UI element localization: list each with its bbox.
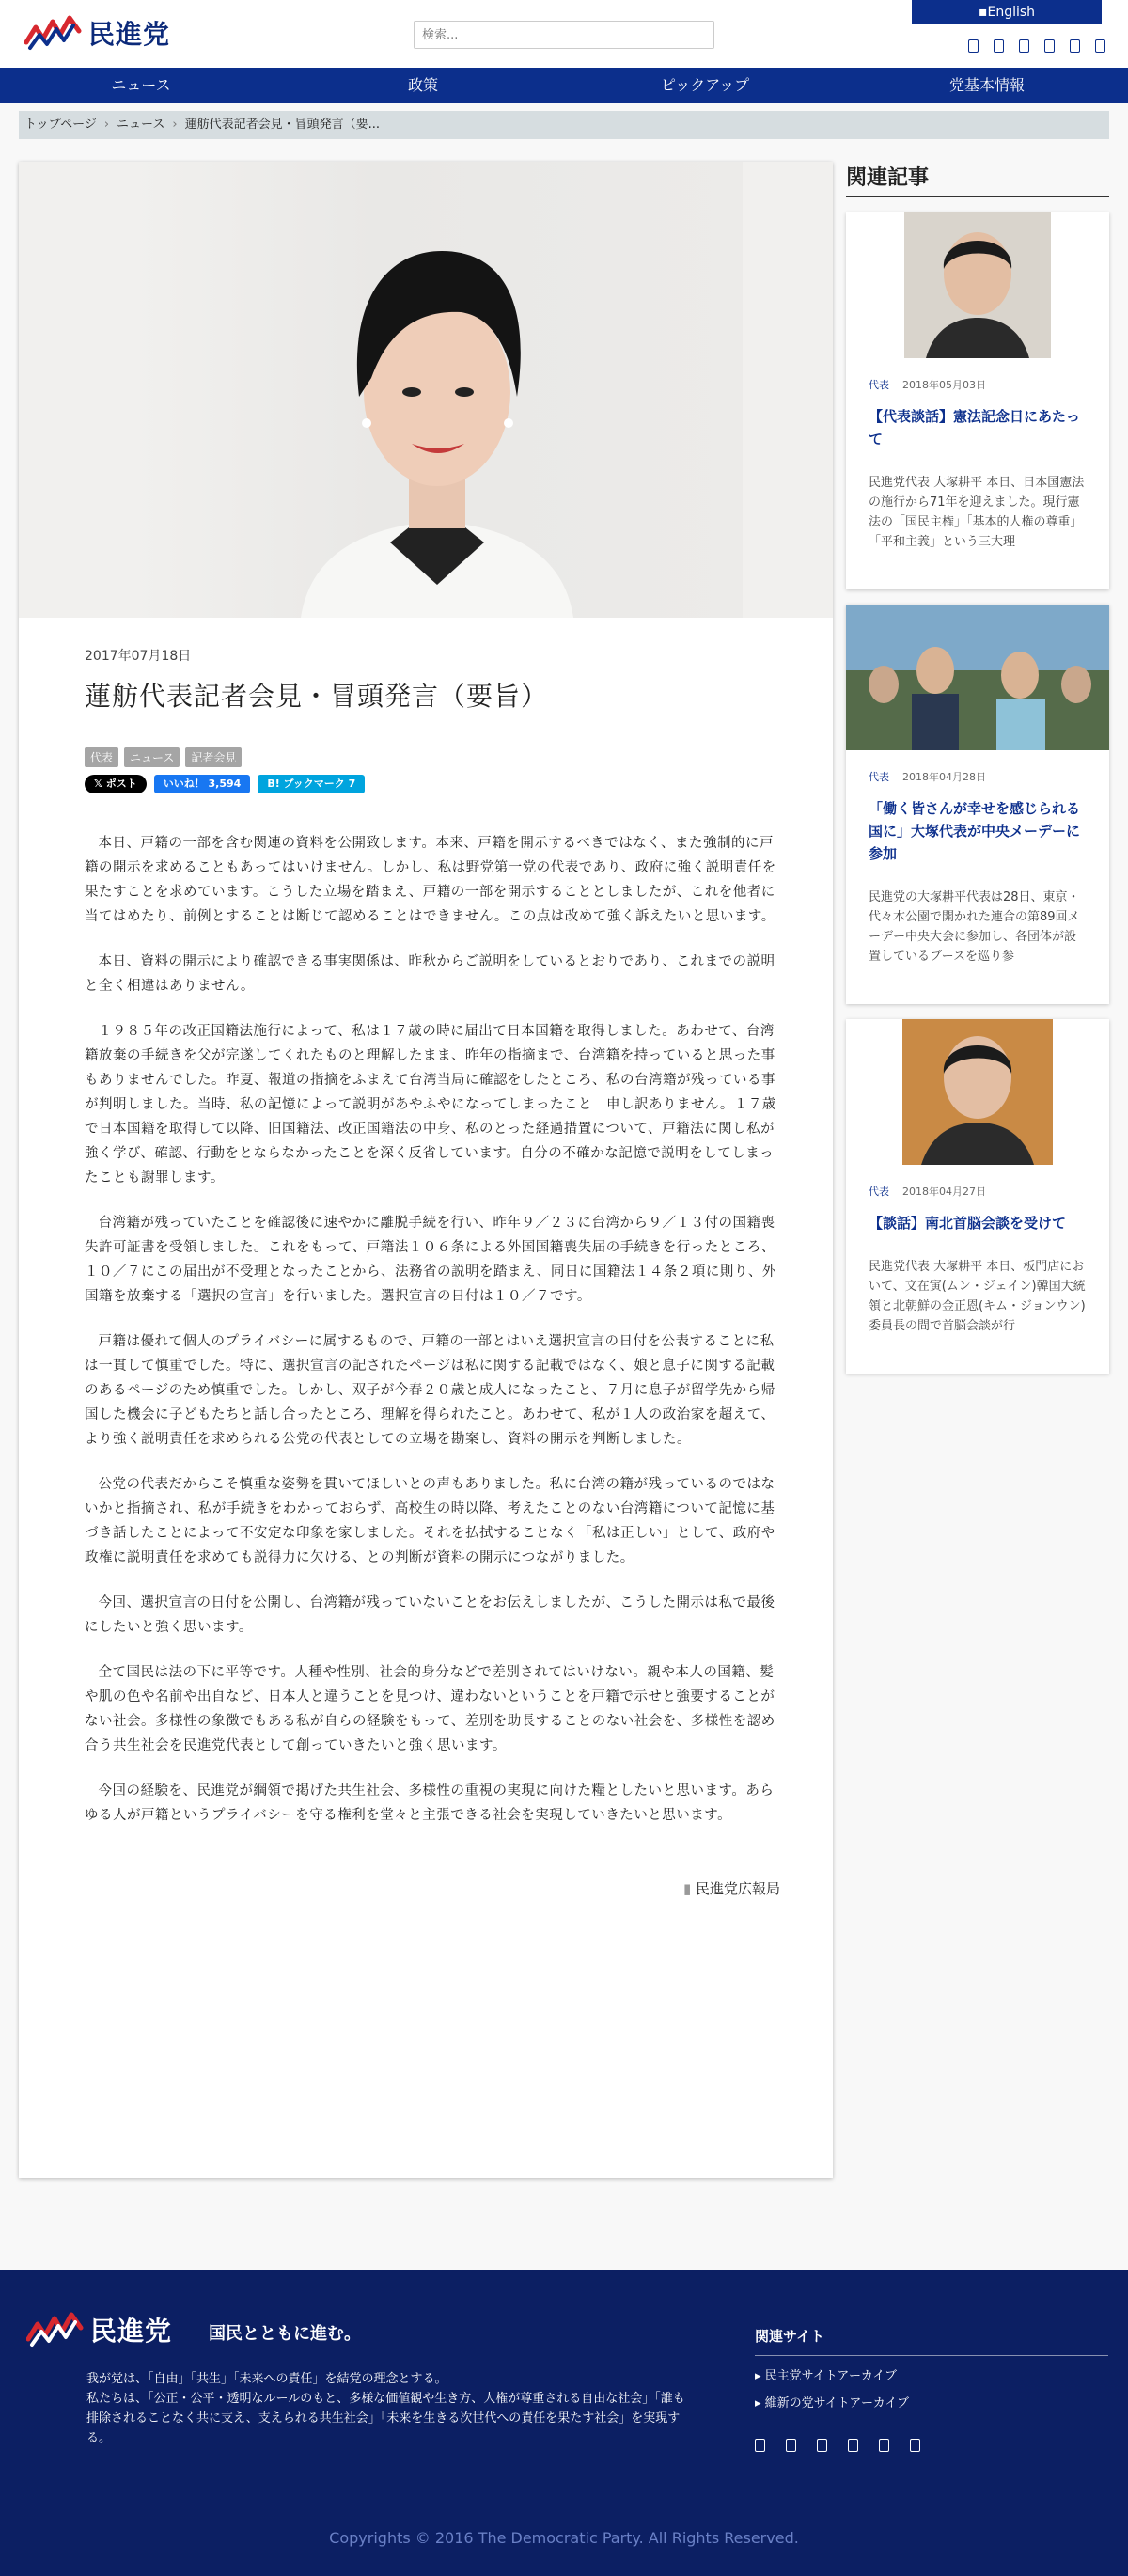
nav-policy[interactable]: 政策 — [407, 76, 438, 94]
card-category[interactable]: 代表 — [869, 771, 889, 783]
card-excerpt: 民進党代表 大塚耕平 本日、板門店において、文在寅(ムン・ジェイン)韓国大統領と北朝鮮の金正恩(キム・ジョンウン)委員長の間で首脳会談が行 — [869, 1260, 1086, 1333]
related-link-dpj-archive[interactable] — [755, 2365, 1108, 2383]
article-title: 蓮舫代表記者会見・冒頭発言（要旨） — [85, 681, 549, 712]
rss-icon[interactable] — [1095, 39, 1105, 53]
tag-item[interactable]: 記者会見 — [185, 747, 242, 767]
footer-description: 我が党は、「自由」「共生」「未来への責任」を結党の理念とする。 私たちは、「公正・公平・透明なルールのもと、多様な価値観や生き方、人権が尊重される自由な社会」「誰も排除されることなく共に支え、支えられる共生社会」「未来を生きる次世代への責任を果たす社会」を実現する。 — [86, 2372, 685, 2445]
link-icon: ▸ — [755, 2396, 761, 2411]
article-paragraph: 全て国民は法の下に平等です。人種や性別、社会的身分などで差別されてはいけない。親や本人の国籍、髪や肌の色や名前や出自など、日本人と違うことを見つけ、違わないということを戸籍で示せと強要することがない社会。多様性の象徴でもある私が自らの経験をもって、差別を助長することのない社会を、多様性を認め合う共生社会を民進党代表として創っていきたいと強く思います。 — [85, 1665, 776, 1753]
facebook-icon[interactable] — [968, 39, 979, 53]
line-icon[interactable] — [1070, 39, 1080, 53]
related-articles — [846, 162, 1109, 1374]
article-date: 2017年07月18日 — [85, 649, 192, 664]
hatena-bookmark-button[interactable]: B! ブックマーク 7 — [258, 775, 365, 793]
related-link-ishin-archive[interactable] — [755, 2393, 1108, 2411]
article-paragraph: 戸籍は優れて個人のプライバシーに属するもので、戸籍の一部とはいえ選択宣言の日付を公表することに私は一貫して慎重でした。特に、選択宣言の記されたページは私に関する記載ではなく、娘と息子に関する記載のあるページのため慎重でした。しかし、双子が今春２０歳と成人になったこと、７月に息子が留学先から帰国した機会に子どもたちと話し合ったところ、理解を得られたこと。あわせて、私が１人の政治家を超えて、より強く説明責任を求められる公党の代表としての立場を勘案し、資料の開示を判断しました。 — [85, 1334, 776, 1447]
card-image — [846, 212, 1109, 358]
related-link-label: 民主党サイトアーカイブ — [764, 2369, 897, 2383]
nav-pickup[interactable]: ピックアップ — [660, 76, 750, 94]
header-social — [968, 39, 1105, 53]
card-title[interactable]: 「働く皆さんが幸せを感じられる国に」大塚代表が中央メーデーに参加 — [869, 800, 1081, 862]
facebook-like-button[interactable]: いいね！ 3,594 — [154, 775, 251, 793]
article-paragraph: 台湾籍が残っていたことを確認後に速やかに離脱手続を行い、昨年９／２３に台湾から９／１３付の国籍喪失許可証書を受領しました。これをもって、戸籍法１０６条による外国国籍喪失届の手続きを行ったところ、１０／７にこの届出が不受理となったことから、法務省の説明を踏まえ、同日に国籍法１４条２項に則り、外国籍を放棄する「選択の宣言」を行いました。選択宣言の日付は１０／７です。 — [85, 1216, 776, 1304]
user-icon: ▮ — [682, 1880, 692, 1897]
youtube-icon[interactable] — [817, 2439, 827, 2452]
site-logo[interactable] — [24, 13, 184, 53]
chevron-right-icon: › — [103, 118, 110, 132]
footer-tagline: 国民とともに進む。 — [209, 2324, 361, 2344]
logo-mark-icon — [26, 2311, 85, 2348]
youtube-icon[interactable] — [1019, 39, 1029, 53]
related-sites-title: 関連サイト — [755, 2326, 1108, 2356]
chevron-right-icon: › — [172, 118, 178, 132]
tag-list — [85, 747, 780, 767]
breadcrumb-news[interactable]: ニュース — [117, 118, 165, 132]
share-buttons — [85, 775, 780, 793]
related-card[interactable] — [846, 605, 1109, 1004]
copyright: Copyrights © 2016 The Democratic Party. All Rights Reserved. — [329, 2529, 799, 2547]
related-sites — [755, 2326, 1108, 2411]
card-title[interactable]: 【代表談話】憲法記念日にあたって — [869, 408, 1081, 448]
article — [19, 162, 833, 2178]
sidebar-title: 関連記事 — [846, 162, 1109, 197]
card-image — [846, 1019, 1109, 1165]
english-label: English — [987, 5, 1036, 20]
portrait-image — [19, 162, 833, 618]
hero-photo — [19, 162, 833, 618]
breadcrumb — [19, 111, 1109, 139]
card-excerpt: 民進党の大塚耕平代表は28日、東京・代々木公園で開かれた連合の第89回メーデー中央大会に参加し、各団体が設置しているブースを巡り参 — [869, 890, 1080, 964]
line-icon[interactable] — [879, 2439, 889, 2452]
related-card[interactable] — [846, 212, 1109, 589]
facebook-icon[interactable] — [755, 2439, 765, 2452]
card-image — [846, 605, 1109, 750]
card-category[interactable]: 代表 — [869, 379, 889, 391]
signature-text: 民進党広報局 — [695, 1880, 780, 1897]
main-nav — [0, 68, 1128, 103]
site-header — [0, 0, 1128, 68]
card-date: 2018年05月03日 — [902, 379, 986, 391]
globe-icon: ▪ — [978, 5, 988, 20]
instagram-icon[interactable] — [1044, 39, 1055, 53]
article-paragraph: 本日、戸籍の一部を含む関連の資料を公開致します。本来、戸籍を開示するべきではなく、また強制的に戸籍の開示を求めることもあってはいけません。しかし、私は野党第一党の代表であり、政府に強く説明責任を果たすことを求めています。こうした立場を踏まえ、戸籍の一部を開示することとしましたが、これを他者に当てはめたり、前例とすることは断じて認めることはできません。この点は改めて強く訴えたいと思います。 — [85, 836, 776, 924]
article-paragraph: １９８５年の改正国籍法施行によって、私は１７歳の時に届出て日本国籍を取得しました。あわせて、台湾籍放棄の手続きを父が完遂してくれたものと理解したまま、昨年の指摘まで、台湾籍を持っていると思った事もありませんでした。昨夏、報道の指摘をふまえて台湾当局に確認をしたところ、私の台湾籍が残っている事が判明しました。当時、私の記憶によって説明があやふやになってしまったこと 申し訳ありません。１７歳で日本国籍を取得して以降、旧国籍法、改正国籍法の中身、私のとった経過措置について、戸籍法に関し私が強く学び、確認、行動をとならなかったことを深く反省しています。自分の不確かな記憶で説明をしてしまったことも謝罪します。 — [85, 1024, 776, 1186]
related-link-label: 維新の党サイトアーカイブ — [764, 2396, 909, 2411]
article-paragraph: 今回の経験を、民進党が綱領で掲げた共生社会、多様性の重視の実現に向けた糧としたいと思います。あらゆる人が戸籍というプライバシーを守る権利を堂々と主張できる社会を実現していきたいと思います。 — [85, 1783, 775, 1823]
article-paragraph: 今回、選択宣言の日付を公開し、台湾籍が残っていないことをお伝えしましたが、こうした開示は私で最後にしたいと強く思います。 — [85, 1595, 776, 1635]
x-post-button[interactable]: 𝕏 ポスト — [85, 775, 147, 793]
card-title[interactable]: 【談話】南北首脳会談を受けて — [869, 1215, 1067, 1232]
card-excerpt: 民進党代表 大塚耕平 本日、日本国憲法の施行から71年を迎えました。現行憲法の「国民主権」「基本的人権の尊重」「平和主義」という三大理 — [869, 476, 1085, 549]
logo-mark-icon — [24, 14, 83, 52]
card-category[interactable]: 代表 — [869, 1186, 889, 1198]
footer-logo-text: 民進党 — [90, 2316, 173, 2347]
card-date: 2018年04月27日 — [902, 1186, 986, 1198]
rss-icon[interactable] — [910, 2439, 920, 2452]
tag-item[interactable]: ニュース — [124, 747, 180, 767]
related-card[interactable] — [846, 1019, 1109, 1374]
instagram-icon[interactable] — [848, 2439, 858, 2452]
search-input[interactable] — [414, 21, 714, 49]
footer-social — [755, 2439, 920, 2452]
nav-news[interactable]: ニュース — [111, 76, 171, 94]
link-icon: ▸ — [755, 2369, 761, 2383]
article-paragraph: 公党の代表だからこそ慎重な姿勢を貫いてほしいとの声もありました。私に台湾の籍が残っているのではないかと指摘され、私が手続きをわかっておらず、高校生の時以降、考えたことのない台湾籍について記憶に基づき話したことによって不安定な印象を家しました。それを払拭することなく「私は正しい」として、政府や政権に説明責任を求めても説得力に欠ける、との判断が資料の開示につながりました。 — [85, 1477, 776, 1565]
breadcrumb-current: 蓮舫代表記者会見・冒頭発言（要... — [184, 118, 381, 132]
article-paragraph: 本日、資料の開示により確認できる事実関係は、昨秋からご説明をしているとおりであり、これまでの説明と全く相違はありません。 — [85, 954, 776, 994]
footer-logo[interactable] — [26, 2311, 172, 2348]
tag-item[interactable]: 代表 — [85, 747, 118, 767]
english-button[interactable] — [912, 0, 1102, 24]
twitter-icon[interactable] — [786, 2439, 796, 2452]
breadcrumb-home[interactable]: トップページ — [24, 118, 97, 132]
twitter-icon[interactable] — [994, 39, 1004, 53]
logo-text: 民進党 — [88, 19, 171, 50]
nav-party-info[interactable]: 党基本情報 — [948, 76, 1025, 94]
article-signature — [85, 1878, 780, 1898]
card-date: 2018年04月28日 — [902, 771, 986, 783]
site-footer — [0, 2270, 1128, 2576]
